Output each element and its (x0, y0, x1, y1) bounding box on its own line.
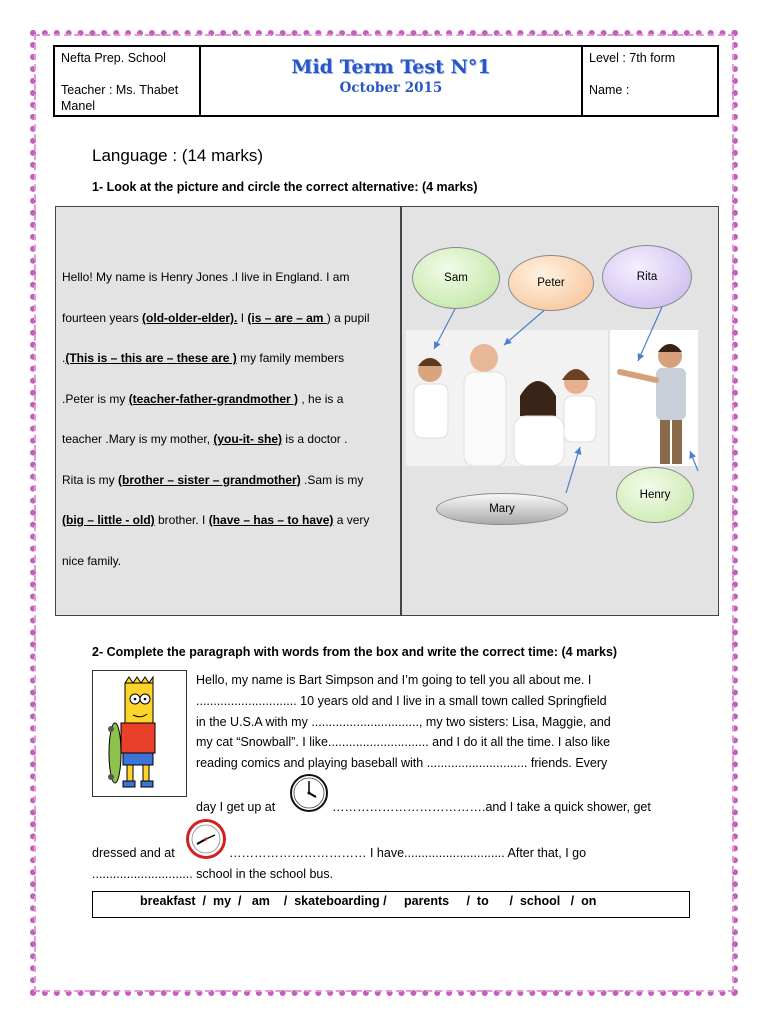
q1-text (62, 257, 394, 581)
bart-simpson-picture (92, 670, 187, 797)
school-name: Nefta Prep. School (61, 51, 166, 65)
q1-line: fourteen years (old-older-elder). I (is – are – am ) a pupil (62, 310, 370, 325)
q2-line: in the U.S.A with my ..............................., my two sisters: Lisa, Maggie, and (196, 715, 611, 729)
q1-box (55, 206, 719, 616)
alarm-clock-face (189, 822, 223, 856)
test-date: October 2015 (339, 80, 443, 96)
q1-line: Hello! My name is Henry Jones .I live in England. I am (62, 270, 350, 284)
q1-line: (big – little - old) brother. I (have – has – to have) a very (62, 513, 370, 527)
q2-line-bus: ............................. school in the school bus. (92, 867, 334, 881)
q2-line-shower: ……………………………….and I take a quick shower, get (332, 800, 651, 814)
bubble-mary: Mary (436, 493, 568, 525)
q2-instruction: 2- Complete the paragraph with words from the box and write the correct time: (4 marks) (92, 645, 618, 659)
header-table (53, 45, 719, 117)
bart-illustration (93, 671, 186, 796)
teacher-name: Teacher : Ms. Thabet Manel (61, 83, 179, 113)
bubble-peter: Peter (508, 255, 594, 311)
q2-line-dressed: dressed and at (92, 846, 175, 860)
test-title: Mid Term Test N°1 (291, 56, 491, 78)
q2-line: reading comics and playing baseball with ............................. friends. Every (196, 756, 608, 770)
q1-line: nice family. (62, 553, 122, 568)
header-title-cell (201, 47, 583, 115)
q1-line: Rita is my (brother – sister – grandmother) .Sam is my (62, 472, 364, 487)
header-school-cell (55, 47, 201, 115)
alarm-clock-icon (186, 819, 226, 859)
q2-line: my cat “Snowball”. I like............................. and I do it all the time. I also like (196, 735, 611, 749)
bubble-henry: Henry (616, 467, 694, 523)
clock-face (292, 776, 326, 810)
clock-icon (290, 774, 328, 812)
name-label: Name : (589, 83, 630, 97)
q2-line: Hello, my name is Bart Simpson and I’m going to tell you all about me. I (196, 673, 592, 687)
q2-line: ............................. 10 years old and I live in a small town called Springfield (196, 694, 607, 708)
q2-line-getup: day I get up at (196, 800, 276, 814)
q1-instruction: 1- Look at the picture and circle the correct alternative: (4 marks) (92, 180, 478, 194)
bubble-sam: Sam (412, 247, 500, 309)
q1-line: teacher .Mary is my mother, (you-it- she) is a doctor . (62, 432, 348, 446)
q1-line: .(This is – this are – these are ) my family members (62, 351, 345, 365)
header-level-cell (583, 47, 717, 115)
bubble-rita: Rita (602, 245, 692, 309)
section-title: Language : (14 marks) (92, 146, 264, 165)
q2-line-breakfast: …………………………… I have............................. After that, I go (229, 846, 587, 860)
level-label: Level : 7th form (589, 51, 676, 65)
word-box: breakfast / my / am / skateboarding / parents / to / school / on (92, 891, 690, 918)
q1-line: .Peter is my (teacher-father-grandmother ) , he is a (62, 391, 344, 406)
